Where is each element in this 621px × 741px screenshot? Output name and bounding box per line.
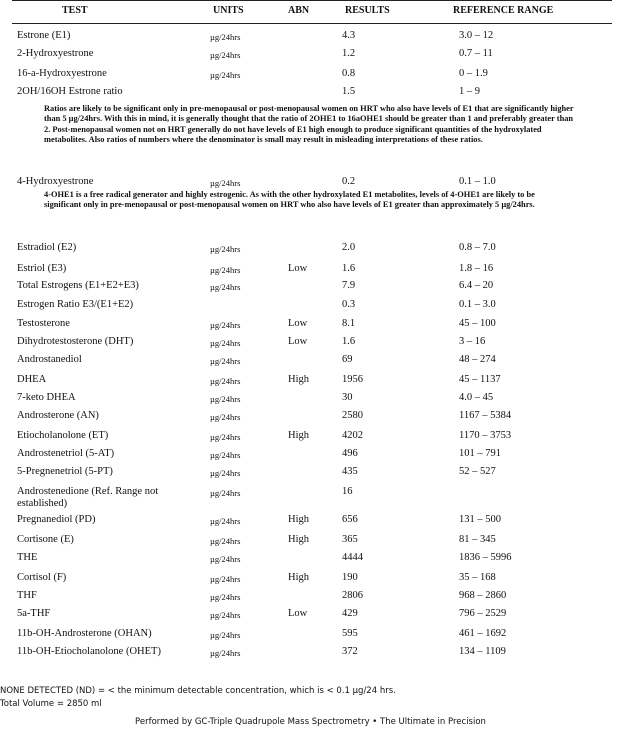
reference-range: 461 – 1692 [459,628,507,639]
ohe1-note: 4-OHE1 is a free radical generator and highly estrogenic. As with the other hydroxylated E1 metabolites, levels of 4-OHE1 are likely to be significant only in pre-menopausal or post-menopausal women on HRT who also have levels of E1 greater than approximately 5 µg/24hrs. [44,190,535,210]
test-name: 2-Hydroxyestrone [17,48,94,59]
reference-range: 6.4 – 20 [459,280,494,291]
abnormal-flag: High [288,572,309,583]
reference-range: 0.1 – 3.0 [459,299,496,310]
ratio-note: Ratios are likely to be significant only in pre-menopausal or post-menopausal women on HRT who also have levels of E1 that are significantly higher than 5 µg/24hrs. With this in mind, it is generally thought that the ratio of 2OHE1 to 16aOHE1 should be greater than 1 and preferably greater than 2. Post-menopausal women not on HRT generally do not have levels of E1 high enough to produce significant quantities of the hydroxylated metabolites. Also ratios of numbers where the denominator is small may result in misleading interpretations of these ratios. [44,104,574,145]
reference-range: 134 – 1109 [459,646,506,657]
result-value: 1.6 [342,263,356,274]
abnormal-flag: Low [288,263,308,274]
test-name: THE [17,552,38,563]
test-name: Pregnanediol (PD) [17,514,96,525]
units: µg/24hrs [210,178,241,188]
result-value: 16 [342,486,353,497]
reference-range: 101 – 791 [459,448,501,459]
table-row [0,28,621,44]
units: µg/24hrs [210,574,241,584]
abnormal-flag: Low [288,318,308,329]
test-name: Testosterone [17,318,70,329]
test-name: Cortisol (F) [17,572,67,583]
reference-range: 4.0 – 45 [459,392,494,403]
table-row [0,84,621,100]
table-row [0,334,621,350]
table-row [0,484,621,509]
abnormal-flag: High [288,534,309,545]
table-row [0,550,621,566]
test-name: DHEA [17,374,47,385]
table-row [0,66,621,82]
header-units: UNITS [213,5,244,16]
reference-range: 35 – 168 [459,572,496,583]
table-row [0,240,621,256]
table-row [0,261,621,277]
units: µg/24hrs [210,648,241,658]
units: µg/24hrs [210,320,241,330]
table-row [0,352,621,368]
test-name: Androstanediol [17,354,82,365]
reference-range: 3 – 16 [459,336,486,347]
result-value: 190 [342,572,358,583]
abnormal-flag: High [288,514,309,525]
test-name: Estradiol (E2) [17,242,77,253]
reference-range: 131 – 500 [459,514,501,525]
test-name: 2OH/16OH Estrone ratio [17,86,123,97]
units: µg/24hrs [210,50,241,60]
test-name: Dihydrotestosterone (DHT) [17,336,134,347]
units: µg/24hrs [210,356,241,366]
header-test: TEST [62,5,88,16]
reference-range: 0.8 – 7.0 [459,242,496,253]
units: µg/24hrs [210,488,241,498]
test-name: Total Estrogens (E1+E2+E3) [17,280,139,291]
header-results: RESULTS [345,5,390,16]
reference-range: 0.7 – 11 [459,48,493,59]
table-row [0,606,621,622]
reference-range: 1170 – 3753 [459,430,512,441]
result-value: 2806 [342,590,363,601]
units: µg/24hrs [210,70,241,80]
result-value: 656 [342,514,358,525]
table-row [0,297,621,313]
units: µg/24hrs [210,412,241,422]
result-value: 435 [342,466,358,477]
reference-range: 968 – 2860 [459,590,507,601]
test-name: Estrone (E1) [17,30,71,41]
abnormal-flag: Low [288,608,308,619]
result-value: 2580 [342,410,363,421]
units: µg/24hrs [210,282,241,292]
table-row [0,408,621,424]
table-row [0,372,621,388]
result-value: 365 [342,534,358,545]
table-row [0,46,621,62]
result-value: 4202 [342,430,363,441]
units: µg/24hrs [210,536,241,546]
units: µg/24hrs [210,630,241,640]
table-header [12,0,612,24]
units: µg/24hrs [210,394,241,404]
result-value: 372 [342,646,358,657]
header-reference-range: REFERENCE RANGE [453,5,554,16]
reference-range: 0 – 1.9 [459,68,488,79]
units: µg/24hrs [210,450,241,460]
test-name: Androstenetriol (5-AT) [17,448,115,459]
header-abn: ABN [288,5,310,16]
test-name: 5a-THF [17,608,51,619]
result-value: 8.1 [342,318,356,329]
units: µg/24hrs [210,338,241,348]
test-name: Estrogen Ratio E3/(E1+E2) [17,299,134,310]
reference-range: 3.0 – 12 [459,30,494,41]
reference-range: 1 – 9 [459,86,480,97]
test-name: 4-Hydroxyestrone [17,176,94,187]
units: µg/24hrs [210,554,241,564]
abnormal-flag: High [288,374,309,385]
units: µg/24hrs [210,468,241,478]
reference-range: 45 – 1137 [459,374,501,385]
result-value: 2.0 [342,242,356,253]
test-name: Etiocholanolone (ET) [17,430,109,441]
table-row [0,626,621,642]
table-row [0,316,621,332]
test-name: 16-a-Hydroxyestrone [17,68,107,79]
result-value: 1.5 [342,86,356,97]
table-row [0,278,621,294]
result-value: 0.3 [342,299,356,310]
result-value: 1956 [342,374,363,385]
reference-range: 81 – 345 [459,534,496,545]
table-row [0,512,621,528]
reference-range: 52 – 527 [459,466,496,477]
units: µg/24hrs [210,265,241,275]
performed-by: Performed by GC-Triple Quadrupole Mass Spectrometry • The Ultimate in Precision [135,717,486,727]
table-row [0,174,621,190]
result-value: 4.3 [342,30,356,41]
reference-range: 1167 – 5384 [459,410,512,421]
table-row [0,532,621,548]
result-value: 69 [342,354,353,365]
abnormal-flag: Low [288,336,308,347]
units: µg/24hrs [210,592,241,602]
table-row [0,570,621,586]
test-name: 11b-OH-Etiocholanolone (OHET) [17,646,161,657]
test-name: Estriol (E3) [17,263,67,274]
result-value: 1.6 [342,336,356,347]
result-value: 0.2 [342,176,356,187]
test-name: 11b-OH-Androsterone (OHAN) [17,628,152,639]
table-row [0,588,621,604]
units: µg/24hrs [210,376,241,386]
reference-range: 1836 – 5996 [459,552,512,563]
abnormal-flag: High [288,430,309,441]
test-name: Androstenedione (Ref. Range not established) [17,486,159,509]
units: µg/24hrs [210,610,241,620]
table-row [0,428,621,444]
result-value: 30 [342,392,353,403]
result-value: 1.2 [342,48,356,59]
result-value: 496 [342,448,358,459]
reference-range: 45 – 100 [459,318,496,329]
table-row [0,464,621,480]
table-row [0,390,621,406]
result-value: 0.8 [342,68,356,79]
table-row [0,644,621,660]
none-detected-note: NONE DETECTED (ND) = < the minimum detectable concentration, which is < 0.1 µg/24 hrs. [0,686,396,696]
test-name: 7-keto DHEA [17,392,76,403]
reference-range: 1.8 – 16 [459,263,494,274]
test-name: 5-Pregnenetriol (5-PT) [17,466,113,477]
units: µg/24hrs [210,516,241,526]
result-value: 595 [342,628,358,639]
total-volume: Total Volume = 2850 ml [0,699,102,709]
table-row [0,446,621,462]
test-name: THF [17,590,37,601]
result-value: 7.9 [342,280,356,291]
reference-range: 48 – 274 [459,354,496,365]
units: µg/24hrs [210,32,241,42]
reference-range: 796 – 2529 [459,608,507,619]
units: µg/24hrs [210,244,241,254]
result-value: 4444 [342,552,363,563]
test-name: Cortisone (E) [17,534,74,545]
units: µg/24hrs [210,432,241,442]
reference-range: 0.1 – 1.0 [459,176,496,187]
test-name: Androsterone (AN) [17,410,99,421]
result-value: 429 [342,608,358,619]
